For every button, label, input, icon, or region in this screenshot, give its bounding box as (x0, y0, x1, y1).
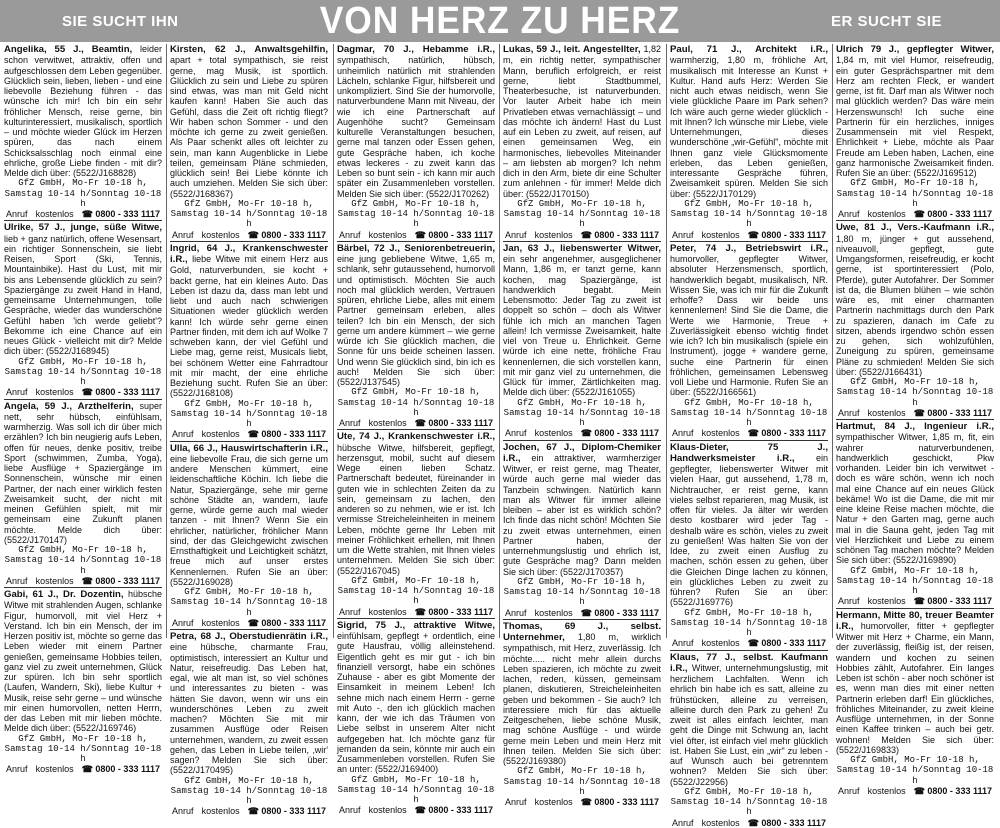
ad-separator (836, 419, 994, 420)
personal-ad (836, 222, 994, 418)
ad-column (337, 44, 495, 816)
ad-separator (170, 441, 328, 442)
personal-ad (503, 243, 661, 439)
contact-weekend-hours: Samstag 10-14 h/Sonntag 10-18 h (337, 209, 495, 230)
ad-headline: Ulla, 66 J., Hauswirtschafterin i.R., (170, 442, 328, 454)
anruf-label: Anruf (339, 418, 361, 428)
ad-body: ein gepflegter, liebenswerter Witwer mit vielen Haar, gut aussehend, 1,78 m, Nichtraucher, er reist gerne, kann vieles selbst reparieren, mag Musik, ist offen für vieles. Ja älter wir werden desto kostbarer wird jeder Tag - deshalb wäre es schön, vieles zu zweit zu genießen! Was halten Sie von der Idee, zu zweit einen Ausflug zu machen, schön essen zu gehen, über die Gleichen Dinge lachen zu können, ein glückliches Leben zu zweit zu führen? Rufen Sie an über: (5522/J169776) (670, 452, 828, 608)
kostenlos-label: kostenlos (867, 209, 906, 219)
ad-body: leider schon verwitwet, attraktiv, offen und aufgeschlossen dem Leben gegenüber. Glücklich sein, lieben, lieben - und eine liebevolle Beziehung führen - das wünsche ich mir! Ich bin ein sehr fröhlicher Mensch, reise gerne, bin kulturinteressiert, musikalisch, sportlich – und möchte wieder Glück im Herzen spüren, das nach einem Schicksalsschlag noch einmal eine ehrliche, große Liebe finden - mit dir? Melde dich über: (5522/J168828) (4, 44, 162, 178)
contact-weekend-hours: Samstag 10-14 h/Sonntag 10-18 h (670, 797, 828, 818)
ad-text (170, 631, 328, 776)
personal-ad (503, 621, 661, 808)
phone-number[interactable]: ☎ 0800 - 333 1117 (580, 229, 659, 240)
contact-phone-line (4, 764, 162, 774)
contact-weekend-hours: Samstag 10-14 h/Sonntag 10-18 h (170, 209, 328, 230)
personal-ad (4, 44, 162, 219)
ad-separator (337, 618, 495, 619)
ad-text (670, 442, 828, 608)
ad-body: super nett, sehr hübsch, einfühlsam, warmherzig. Was soll ich dir über mich erzählen? Ich bin neugierig aufs Leben, offen für neues, denke positiv, treibe Sport (schwimmen, Zumba, Yoga), liebe Ausflüge + Spaziergänge im Sonnenschein, wünsche mir einen Partner, der nach einer wirklich festen Zweisamkeit sucht, der nicht mit meinen Gefühlen spielt, mit mir gemeinsam eine Zukunft planen möchte. Melde dich über: (5522/J170147) (4, 400, 162, 545)
ad-body: einfühlsam, gepflegt + ordentlich, eine gute Hausfrau, völlig alleinstehend. Eigentlich geht es mir gut - ich bin finanziell versorgt, habe ein schönes Zuhause - aber es gibt Momente der Einsamkeit in meinem Leben! Ich sehne mich nach einem Herrn - gerne mit Auto -, den ich glücklich machen kann, der wie ich das Träumen von Liebe selbst in unserem Alter nicht aufgegeben hat. Ich möchte ganz für jemanden da sein, könnte mir auch ein Zusammenleben vorstellen. Rufen Sie an unter: (5522/J169400) (337, 631, 495, 775)
contact-company: GfZ GmbH, Mo-Fr 10-18 h, (351, 774, 481, 785)
contact-phone-line (337, 805, 495, 815)
contact-company: GfZ GmbH, Mo-Fr 10-18 h, (517, 576, 647, 587)
contact-company: GfZ GmbH, Mo-Fr 10-18 h, (517, 397, 647, 408)
ad-body: Witwer, unternehmungslustig, mit herzlichem Lachfalten. Wenn ich ehrlich bin habe ich es satt, alleine zu frühstücken, alleine zu verreisen, alleine durch den Park zu gehen! Zu zweit ist alles einfach leichter, man geht die Dinge mit Schwung an, lacht viel öfter, ist einfach viel mehr glücklich ist. Haben Sie Lust, ein „wir" zu leben - auf Wunsch auch bei getrenntem wohnen? Melden Sie sich über: (5522/J22956) (670, 662, 828, 787)
ad-separator (4, 587, 162, 588)
contact-company: GfZ GmbH, Mo-Fr 10-18 h, (184, 198, 314, 209)
ad-body: hübsche Witwe mit strahlenden Augen, schlanke Figur, humorvoll, mit viel Herz + Verstand. Ich bin ein Mensch, der im Herzen positiv ist, möchte so gerne das Leben wieder mit einem Partner genießen, gemeinsame Hobbies teilen, ganz viel zu zweit unternehmen, Glück zur spüren. Ich bin sehr sportlich (Laufen, Wandern, Ski), liebe Kultur + Musik, reise sehr gerne – und wünsche mir einen humorvollen, netten Herrn, der das Leben mit mir lieben möchte. Melde dich über: (5522/J169746) (4, 589, 162, 734)
kostenlos-label: kostenlos (867, 596, 906, 607)
ad-text (4, 44, 162, 178)
phone-number[interactable]: ☎ 0800 - 333 1117 (81, 387, 160, 398)
phone-number[interactable]: ☎ 0800 - 333 1117 (747, 638, 826, 649)
kostenlos-label: kostenlos (368, 229, 407, 240)
anruf-label: Anruf (172, 229, 194, 240)
ad-headline: Thomas, 69 J., selbst. Unternehmer, (503, 620, 661, 643)
kostenlos-label: kostenlos (701, 817, 740, 828)
kostenlos-label: kostenlos (534, 607, 573, 618)
contact-weekend-hours: Samstag 10-14 h/Sonntag 10-18 h (836, 188, 994, 209)
contact-weekend-hours: Samstag 10-14 h/Sonntag 10-18 h (503, 587, 661, 608)
contact-company: GfZ GmbH, Mo-Fr 10-18 h, (850, 377, 980, 387)
ad-headline: Ulrich 79 J., gepflegter Witwer, (836, 44, 994, 55)
ad-separator (670, 650, 828, 651)
ad-text (170, 44, 328, 199)
personal-ad (836, 44, 994, 219)
phone-number[interactable]: ☎ 0800 - 333 1117 (247, 617, 326, 628)
kostenlos-label: kostenlos (867, 785, 906, 796)
anruf-label: Anruf (6, 575, 28, 586)
contact-weekend-hours: Samstag 10-14 h/Sonntag 10-18 h (4, 188, 162, 209)
contact-phone-line (4, 387, 162, 397)
personal-ad (670, 243, 828, 439)
ad-headline: Jochen, 67 J., Diplom-Chemiker i.R., (503, 441, 661, 464)
phone-number[interactable]: ☎ 0800 - 333 1117 (747, 229, 826, 240)
contact-company: GfZ GmbH, Mo-Fr 10-18 h, (18, 545, 148, 555)
ad-column (170, 44, 328, 817)
ad-text (836, 222, 994, 377)
ad-separator (503, 241, 661, 242)
anruf-label: Anruf (339, 606, 361, 617)
anruf-label: Anruf (172, 429, 194, 440)
anruf-label: Anruf (339, 805, 361, 816)
ad-text (670, 652, 828, 787)
contact-phone-line (836, 408, 994, 418)
phone-number[interactable]: ☎ 0800 - 333 1117 (81, 209, 160, 219)
contact-weekend-hours: Samstag 10-14 h/Sonntag 10-18 h (337, 586, 495, 607)
ad-body: humorvoller, gepflegter Witwer, absoluter Herzensmensch, sportlich, handwerklich begabt, musikalisch, NR. Wissen Sie, was ich mir für die Zukunft erhoffe? Dass wir beide uns kennenlernen! Sind Sie die Dame, die Werte wie Harmonie, Treue + Zuverlässigkeit ebenso wichtig findet wie ich? Ich bin musikalisch (spiele ein Instrument), jogge + wandere gerne, suche eine Partnerin für einen fröhlichen, gemeinsamen Lebensweg voll Liebe und Harmonie. Rufen Sie an über: (5522/J166561) (670, 254, 828, 398)
anruf-label: Anruf (838, 596, 860, 607)
ad-headline: Kirsten, 62 J., Anwaltsgehilfin, (170, 44, 328, 55)
anruf-label: Anruf (838, 785, 860, 796)
ad-body: 1,80 m, wirklich sympathisch, mit Herz, zuverlässig. Ich möchte..... nicht mehr allein durchs Leben spazieren, ich möchte zu zweit lachen, reden, küssen, gemeinsam planen, diskutieren, Streicheleinheiten geben und bekommen - Sie auch? Ich interessiere mich für das aktuelle Zeitgeschehen, liebe schöne Musik, mag schöne Ausflüge - und würde gerne mein Leben und mein Herz mit Ihnen teilen. Melden Sie sich über: (5522/J169380) (503, 632, 661, 766)
anruf-label: Anruf (672, 638, 694, 649)
personal-ad (4, 401, 162, 587)
contact-company: GfZ GmbH, Mo-Fr 10-18 h, (517, 198, 647, 209)
ad-text (503, 442, 661, 577)
kostenlos-label: kostenlos (701, 229, 740, 240)
phone-number[interactable]: ☎ 0800 - 333 1117 (580, 428, 659, 439)
ad-headline: Lukas, 59 J., leit. Angestellter, (503, 44, 641, 55)
personal-ad (337, 431, 495, 617)
contact-company: GfZ GmbH, Mo-Fr 10-18 h, (351, 575, 481, 586)
contact-weekend-hours: Samstag 10-14 h/Sonntag 10-18 h (4, 555, 162, 576)
kostenlos-label: kostenlos (368, 418, 407, 428)
ad-headline: Angela, 59 J., Arzthelferin, (4, 400, 134, 412)
ad-text (836, 44, 994, 178)
phone-number[interactable]: ☎ 0800 - 333 1117 (747, 428, 826, 439)
contact-company: GfZ GmbH, Mo-Fr 10-18 h, (18, 178, 148, 189)
personal-ad (503, 442, 661, 618)
contact-company: GfZ GmbH, Mo-Fr 10-18 h, (18, 356, 148, 367)
ad-headline: Hermann, Mitte 80, treuer Beamter i.R., (836, 609, 994, 632)
contact-company: GfZ GmbH, Mo-Fr 10-18 h, (351, 387, 481, 398)
anruf-label: Anruf (505, 607, 527, 618)
ad-headline: Ute, 74 J., Krankenschwester i.R., (337, 431, 495, 443)
ad-body: eine jung gebliebene Witwe, 1,65 m, schlank, sehr gutaussehend, humorvoll und optimistisch. Möchten Sie auch noch mal glücklich werden, Vertrauen spüren, ehrliche Liebe, alles mit einem Partner gemeinsam erleben, alles teilen? Ich bin ein Mensch, der sich gerne um andere kümmert – wie gerne würde ich Sie glücklich machen, die Sonne für uns beide scheinen lassen. Und wenn Sie glücklich sind, bin ich es auch! Melden Sie sich über: (5522/J137545) (337, 254, 495, 387)
kostenlos-label: kostenlos (867, 407, 906, 418)
ad-headline: Sigrid, 75 J., attraktive Witwe, (337, 619, 495, 631)
ad-body: eine liebevolle Frau, die sich gerne um andere Menschen kümmert, eine leidenschaftliche Köchin. Ich liebe die Natur, Spaziergänge, sehe mir gerne schöne Städte an, wandern, laufe gerne, würde gerne auch mal wieder tanzen - mit Ihnen? Wenn Sie ein ehrlicher, natürlicher, fröhlicher Mann sind, der das Gleichgewicht zwischen Ernsthaftigkeit und Leichtigkeit schätzt, freue mich auf unser erstes Kennenlernen. Rufen Sie an über: (5522/J169028) (170, 453, 328, 587)
contact-company: GfZ GmbH, Mo-Fr 10-18 h, (850, 755, 980, 765)
contact-weekend-hours: Samstag 10-14 h/Sonntag 10-18 h (670, 617, 828, 638)
ad-text (170, 243, 328, 399)
personal-ad (337, 620, 495, 816)
contact-weekend-hours: Samstag 10-14 h/Sonntag 10-18 h (170, 597, 328, 618)
ad-body: apart + total sympathisch, sie reist gerne, mag Musik, ist sportlich. Glücklich zu sein und Liebe zu spüren sind etwas, was man mit Geld nicht kaufen kann! Haben Sie auch das Gefühl, dass die Zeit oft richtig fliegt? Wir haben schon Sommer - und den möchte ich gerne zu zweit genießen. Als Paar schenkt alles oft leichter zu sein, man kann Augenblicke in Liebe teilen, gemeinsam Pläne schmieden, glücklich sein! Bei Liebe könnte ich auch umziehen. Melden Sie sich über: (5522/J168367) (170, 55, 328, 199)
personal-ad (170, 631, 328, 817)
ad-separator (4, 399, 162, 400)
contact-weekend-hours: Samstag 10-14 h/Sonntag 10-18 h (4, 743, 162, 764)
ad-body: humorvoller, fitter + gepflegter Witwer mit Herz + Charme, ein Mann, der zuverlässig, fleißig ist, der reisen, wandern und kochen zu seinen Hobbies zählt, Autofahrer. Ein langes Leben ist schön - aber noch schöner ist es, wenn man dies mit einer netten Partnerin erleben darf! Ein glückliches, fröhliches Miteinander, zu zweit kleine Ausflüge unternehmen, in der Sonne einen Kaffee trinken – auch bei getr. wohnen! Melden Sie sich über: (5522/J169833) (836, 620, 994, 755)
anruf-label: Anruf (6, 764, 28, 775)
ad-headline: Ingrid, 64 J., Krankenschwester i.R., (170, 242, 328, 265)
ad-headline: Klaus, 77 J., selbst. Kaufmann i.R., (670, 651, 828, 674)
personal-ad (337, 243, 495, 429)
ad-separator (670, 241, 828, 242)
contact-phone-line (670, 230, 828, 240)
ad-text (4, 222, 162, 356)
contact-company: GfZ GmbH, Mo-Fr 10-18 h, (184, 775, 314, 786)
contact-phone-line (670, 638, 828, 648)
contact-phone-line (503, 230, 661, 240)
contact-weekend-hours: Samstag 10-14 h/Sonntag 10-18 h (337, 397, 495, 418)
ad-text (503, 243, 661, 398)
contact-phone-line (836, 786, 994, 796)
anruf-label: Anruf (339, 229, 361, 240)
contact-phone-line (836, 209, 994, 219)
page-header (0, 0, 1000, 42)
phone-number[interactable]: ☎ 0800 - 333 1117 (414, 805, 493, 816)
contact-weekend-hours: Samstag 10-14 h/Sonntag 10-18 h (503, 209, 661, 230)
contact-company: GfZ GmbH, Mo-Fr 10-18 h, (684, 607, 814, 618)
contact-weekend-hours: Samstag 10-14 h/Sonntag 10-18 h (503, 407, 661, 428)
contact-company: GfZ GmbH, Mo-Fr 10-18 h, (184, 587, 314, 597)
phone-number[interactable]: ☎ 0800 - 333 1117 (81, 575, 160, 586)
anruf-label: Anruf (672, 817, 694, 828)
anruf-label: Anruf (672, 229, 694, 240)
kostenlos-label: kostenlos (534, 428, 573, 439)
personal-ad (836, 421, 994, 607)
anruf-label: Anruf (505, 797, 527, 807)
ad-body: sympathischer Witwer, 1,85 m, fit, ein wahrer naturverbundenen, handwerklich geschickt, Pkw vorhanden. Leider bin ich verwitwet - doch es wäre schön, wenn ich noch mal eine Chance auf ein neues Glück bekäme! Wo ist die Dame, die mit mir eine kleine Reise machen möchte, die Natur + den Garten mag, gerne auch mal in die Sauna geht, jeden Tag mit viel Herzlichkeit und Liebe zu einem schönen Tag machen möchte? Melden Sie sich über: (5522/J169890) (836, 432, 994, 566)
kostenlos-label: kostenlos (701, 638, 740, 649)
ad-text (670, 44, 828, 199)
ad-separator (836, 220, 994, 221)
ad-separator (337, 429, 495, 430)
kostenlos-label: kostenlos (201, 229, 240, 240)
contact-phone-line (503, 608, 661, 618)
contact-phone-line (503, 428, 661, 438)
anruf-label: Anruf (505, 428, 527, 439)
contact-company: GfZ GmbH, Mo-Fr 10-18 h, (684, 397, 814, 408)
kostenlos-label: kostenlos (534, 229, 573, 240)
contact-phone-line (670, 818, 828, 828)
phone-number[interactable]: ☎ 0800 - 333 1117 (414, 229, 493, 240)
personal-ad (670, 652, 828, 828)
contact-weekend-hours: Samstag 10-14 h/Sonntag 10-18 h (4, 366, 162, 387)
phone-number[interactable]: ☎ 0800 - 333 1117 (247, 229, 326, 240)
personal-ad (670, 442, 828, 649)
contact-phone-line (337, 418, 495, 428)
anruf-label: Anruf (838, 407, 860, 418)
contact-weekend-hours: Samstag 10-14 h/Sonntag 10-18 h (836, 387, 994, 408)
ad-body: liebe Witwe mit einem Herz aus Gold, naturverbunden, sie kocht + backt gerne, hat ein kleines Auto. Das Leben ist dazu da, dass man lebt und liebt und auch nach schwierigen Situationen wieder glücklich werden kann! Ich würde sehr gerne einen Partner finden, mit dem ich auf Wolke 7 schweben kann, der viel Gefühl und Liebe mag, gerne reist, Musicals liebt, bei schönem Wetter eine Fahrradtour mit mir macht, der eine ehrliche Beziehung sucht. Rufen Sie an über: (5522/J168108) (170, 254, 328, 399)
contact-phone-line (337, 607, 495, 617)
kostenlos-label: kostenlos (35, 764, 74, 775)
contact-phone-line (670, 428, 828, 438)
ad-body: eine hübsche, charmante Frau, optimistisch, interessiert an Kultur und Natur, reisefreudig. Das Leben hat, egal, wie alt man ist, so viel schönes und interessantes zu bieten - was hätten Sie davon, wenn wir uns ein wunderschönes Leben zu zweit machen? Möchten Sie mit mir zusammen Ausflüge oder Reisen unternehmen, wandern, zu zweit essen gehen, das Leben in Liebe teilen, ‚wir' sagen? Melden Sie sich über: (5522/J170495) (170, 642, 328, 776)
ad-separator (503, 440, 661, 441)
contact-weekend-hours: Samstag 10-14 h/Sonntag 10-18 h (170, 785, 328, 806)
ad-separator (503, 619, 661, 620)
ad-column (4, 44, 163, 775)
ad-text (503, 621, 661, 767)
ad-headline: Paul, 71 J., Architekt i.R., (670, 44, 828, 55)
phone-number[interactable]: ☎ 0800 - 333 1117 (580, 607, 659, 618)
ad-headline: Klaus-Dieter, 75 J., Handwerksmeister i.R., (670, 441, 828, 464)
kostenlos-label: kostenlos (201, 617, 240, 628)
ad-text (170, 443, 328, 588)
header-right-label: ER SUCHT SIE (831, 13, 943, 30)
ad-column (836, 44, 994, 796)
personal-ad (670, 44, 828, 240)
contact-company: GfZ GmbH, Mo-Fr 10-18 h, (684, 786, 814, 797)
contact-company: GfZ GmbH, Mo-Fr 10-18 h, (18, 733, 148, 744)
ad-text (337, 44, 495, 199)
kostenlos-label: kostenlos (35, 575, 74, 586)
header-left-label: SIE SUCHT IHN (62, 13, 179, 30)
contact-phone-line (4, 209, 162, 219)
ad-body: ein sehr angenehmer, ausgeglichener Mann, 1,86 m, er tanzt gerne, kann kochen, mag Spaziergänge, ist handwerklich begabt. Mein Lebensmotto: Jeder Tag zu zweit ist doppelt so schön – doch als Witwer fühle ich mich an manchen Tagen allein! Ich vermisse Zweisamkeit, halte viel von Treue u. Ehrlichkeit. Gerne würde ich eine nette, fröhliche Frau kennenlernen, die sich vorstellen kann, mit mir ganz viel zu unternehmen, die Glück für immer, Zärtlichkeiten mag. Melde dich über: (5522/J161055) (503, 254, 661, 398)
anruf-label: Anruf (172, 806, 194, 817)
ad-text (4, 589, 162, 734)
contact-phone-line (170, 429, 328, 439)
ad-headline: Angelika, 55 J., Beamtin, (4, 44, 133, 55)
ad-headline: Peter, 74 J., Betriebswirt i.R., (670, 242, 828, 254)
ad-headline: Gabi, 61 J., Dr. Dozentin, (4, 589, 124, 600)
ad-text (503, 44, 661, 199)
personal-ad (4, 589, 162, 775)
ad-separator (337, 241, 495, 242)
phone-number[interactable]: ☎ 0800 - 333 1117 (414, 418, 493, 428)
ad-separator (4, 220, 162, 221)
anruf-label: Anruf (672, 428, 694, 439)
ad-body: 1,80 m, jünger + gut aussehend, niveauvoll, gepflegt, gute Umgangsformen, reisefreudig, er kocht gerne, ist sportinteressiert (Polo, Pferde), guter Autofahrer. Der Sommer ist da, die Blumen blühen – wie schön wäre es, mit einer charmanten Partnerin nachmittags durch den Park zu spazieren, danach im Cafe zu sitzen, abends irgendwo schön essen zu gehen, sich wohlzufühlen, Zuneigung zu spüren, gemeinsame Pläne zu schmieden! Melden Sie sich über: (5522/J166431) (836, 233, 994, 377)
ad-headline: Ulrike, 57 J., junge, süße Witwe, (4, 222, 162, 234)
contact-company: GfZ GmbH, Mo-Fr 10-18 h, (684, 198, 814, 209)
anruf-label: Anruf (6, 387, 28, 398)
ad-text (337, 620, 495, 775)
kostenlos-label: kostenlos (368, 606, 407, 617)
anruf-label: Anruf (172, 617, 194, 628)
phone-number[interactable]: ☎ 0800 - 333 1117 (247, 806, 326, 817)
kostenlos-label: kostenlos (35, 387, 74, 398)
ad-separator (836, 608, 994, 609)
contact-weekend-hours: Samstag 10-14 h/Sonntag 10-18 h (170, 408, 328, 429)
contact-weekend-hours: Samstag 10-14 h/Sonntag 10-18 h (503, 776, 661, 797)
contact-weekend-hours: Samstag 10-14 h/Sonntag 10-18 h (337, 784, 495, 805)
contact-company: GfZ GmbH, Mo-Fr 10-18 h, (184, 398, 314, 409)
ad-body: 1,84 m, mit viel Humor, reisefreudig, ein guter Gesprächspartner mit dem Herz am rechten Fleck, er wandert gerne, ist fit. Darf man als Witwer noch mal glücklich werden? Das wäre mein Herzenswunsch! Ich suche eine Partnerin für ein herzliches, inniges Zusammensein mit viel Respekt, Ehrlichkeit + Liebe, möchte als Paar Freude am Leben haben, Lachen, eine ganz harmonische Zweisamkeit finden. Rufen Sie an über: (5522/J169512) (836, 55, 994, 178)
ad-separator (670, 440, 828, 441)
ad-headline: Petra, 68 J., Oberstudienrätin i.R., (170, 631, 328, 642)
phone-number[interactable]: ☎ 0800 - 333 1117 (580, 797, 659, 807)
ad-body: warmherzig, 1,80 m, fröhliche Art, musikalisch mit Interesse an Kunst + Kultur. Hand aufs Herz: Werden Sie nicht auch etwas neidisch, wenn Sie viele glückliche Paare im Park sehen? Ich wäre auch gerne wieder glücklich - mit Ihnen? Ich wünsche mir Liebe, viele Unternehmungen, dieses wunderschöne „wir-Gefühl", möchte mit Ihnen ganz viele Glücksmomente erleben, das Leben genießen, interessante Gespräche führen, Zweisamkeit spüren. Melden Sie sich über: (5522/J170129) (670, 55, 828, 199)
contact-weekend-hours: Samstag 10-14 h/Sonntag 10-18 h (836, 575, 994, 596)
ad-separator (170, 629, 328, 630)
anruf-label: Anruf (505, 229, 527, 240)
contact-weekend-hours: Samstag 10-14 h/Sonntag 10-18 h (670, 209, 828, 230)
personal-ad (170, 443, 328, 629)
kostenlos-label: kostenlos (368, 805, 407, 816)
phone-number[interactable]: ☎ 0800 - 333 1117 (414, 606, 493, 617)
contact-phone-line (836, 596, 994, 606)
ad-headline: Hartmut, 84 J., Ingenieur i.R., (836, 421, 994, 432)
contact-phone-line (503, 797, 661, 807)
page-title: VON HERZ ZU HERZ (319, 0, 681, 42)
kostenlos-label: kostenlos (201, 429, 240, 440)
contact-company: GfZ GmbH, Mo-Fr 10-18 h, (850, 565, 980, 576)
phone-number[interactable]: ☎ 0800 - 333 1117 (913, 596, 992, 607)
contact-phone-line (170, 230, 328, 240)
personal-ad (4, 222, 162, 397)
contact-weekend-hours: Samstag 10-14 h/Sonntag 10-18 h (670, 407, 828, 428)
ad-body: 1,82 m, ein richtig netter, sympathischer Mann, beruflich erfolgreich, er reist gerne, liebt Stadtbummel, Theaterbesuche, ist naturverbunden. Vor lauter Arbeit habe ich mein Privatleben etwas vernachlässigt – und das möchte ich ändern! Hast du Lust auf ein Leben zu zweit, auf reisen, auf einen gemeinsamen Weg, ein harmonisches, liebevolles Miteinander – am liebsten ab morgen? Ich nehm dich in den Arm, biete dir eine Schulter zum anlehnen - für immer! Melde dich über: (5522/J170150) (503, 44, 661, 199)
ad-text (836, 421, 994, 566)
personal-ad (503, 44, 661, 240)
personal-ad (170, 44, 328, 240)
phone-number[interactable]: ☎ 0800 - 333 1117 (747, 817, 826, 828)
ad-column (503, 44, 661, 807)
ad-body: ein attraktiver, warmherziger Witwer, er reist gerne, mag Theater, würde auch gerne mal wieder das Tanzbein schwingen. Natürlich kann man als Witwer für immer alleine bleiben – aber ist es wirklich schön? Ich finde das nicht schön! Möchten Sie zu zweit etwas unternehmen, einen Partner haben, der unternehmungslustig und ehrlich ist, gute Gespräche mag? Dann melden Sie sich über: (5522/J170357) (503, 452, 661, 577)
phone-number[interactable]: ☎ 0800 - 333 1117 (913, 209, 992, 219)
kostenlos-label: kostenlos (701, 428, 740, 439)
ad-headline: Uwe, 81 J., Vers.-Kaufmann i.R., (836, 222, 994, 234)
kostenlos-label: kostenlos (534, 797, 573, 807)
kostenlos-label: kostenlos (201, 806, 240, 817)
contact-phone-line (170, 618, 328, 628)
ad-text (4, 401, 162, 546)
anruf-label: Anruf (6, 209, 28, 219)
ad-text (337, 431, 495, 576)
personal-ad (170, 243, 328, 440)
ad-headline: Dagmar, 70 J., Hebamme i.R., (337, 44, 495, 55)
ad-body: sympathisch, natürlich, hübsch, unheimlich natürlich mit strahlenden Lächeln, schlanke Figur, hilfsbereit und unkompliziert. Sind Sie der humorvolle, naturverbundene Mann mit Niveau, der wie ich eine Partnerschaft auf Augenhöhe sucht? Gemeinsam kulturelle Veranstaltungen besuchen, gerne mal tanzen oder Essen gehen, gute Gespräche haben, ich koche etwas leckeres - zu zweit kann das Leben so bunt sein - ich kann mir auch später ein Zusammenleben vorstellen. Melden Sie sich über: (5522/J170262) (337, 55, 495, 199)
contact-phone-line (4, 576, 162, 586)
personal-ad (337, 44, 495, 240)
anruf-label: Anruf (838, 209, 860, 219)
ad-text (670, 243, 828, 398)
personal-ad (836, 610, 994, 797)
contact-company: GfZ GmbH, Mo-Fr 10-18 h, (517, 766, 647, 777)
ad-body: lieb + ganz natürlich, offene Wesensart, ein richtiger Sonnenschein, sie liebt Reisen, Sport (Ski, Tennis, Mountainbike). Hast du Lust, mit mir bis ans Lebensende glücklich zu sein? Spaziergänge zu zweit Hand in Hand, gemeinsame Unternehmungen, tolle Gespräche, wieder das wunderschöne Gefühl haben 'ich werde geliebt'? Bekomme ich eine Chance auf ein neues Glück - vielleicht mit dir? Melde dich über: (5522/J168945) (4, 233, 163, 357)
ad-headline: Jan, 63 J., liebenswerter Witwer, (503, 242, 661, 254)
phone-number[interactable]: ☎ 0800 - 333 1117 (247, 429, 326, 440)
contact-company: GfZ GmbH, Mo-Fr 10-18 h, (850, 178, 980, 189)
ad-headline: Bärbel, 72 J., Seniorenbetreuerin, (337, 242, 495, 254)
ad-column (670, 44, 828, 828)
contact-company: GfZ GmbH, Mo-Fr 10-18 h, (351, 198, 481, 209)
ad-text (337, 243, 495, 388)
phone-number[interactable]: ☎ 0800 - 333 1117 (913, 785, 992, 796)
ad-separator (170, 241, 328, 242)
phone-number[interactable]: ☎ 0800 - 333 1117 (81, 764, 160, 775)
ad-text (836, 610, 994, 756)
ad-body: hübsche Witwe, hilfsbereit, gepflegt, herzensgut, mobil, sucht auf diesem Wege einen lieben Schatz. Partnerschaft bedeutet, füreinander in guten wie in schlechten Zeiten da zu sein, gemeinsam zu lachen, den anderen so zu nehmen, wie er ist. Ich vermisse Streicheleinheiten in meinem Leben, möchte gerne Ihr Leben mit meiner Fröhlichkeit erhellen, mit Ihnen um die Wette strahlen, mit Ihnen vieles unternehmen. Melden Sie sich über: (5522/J167045) (337, 442, 495, 576)
ads-grid (4, 44, 998, 828)
phone-number[interactable]: ☎ 0800 - 333 1117 (913, 407, 992, 418)
kostenlos-label: kostenlos (35, 209, 74, 219)
contact-weekend-hours: Samstag 10-14 h/Sonntag 10-18 h (836, 765, 994, 786)
contact-phone-line (337, 230, 495, 240)
contact-phone-line (170, 806, 328, 816)
